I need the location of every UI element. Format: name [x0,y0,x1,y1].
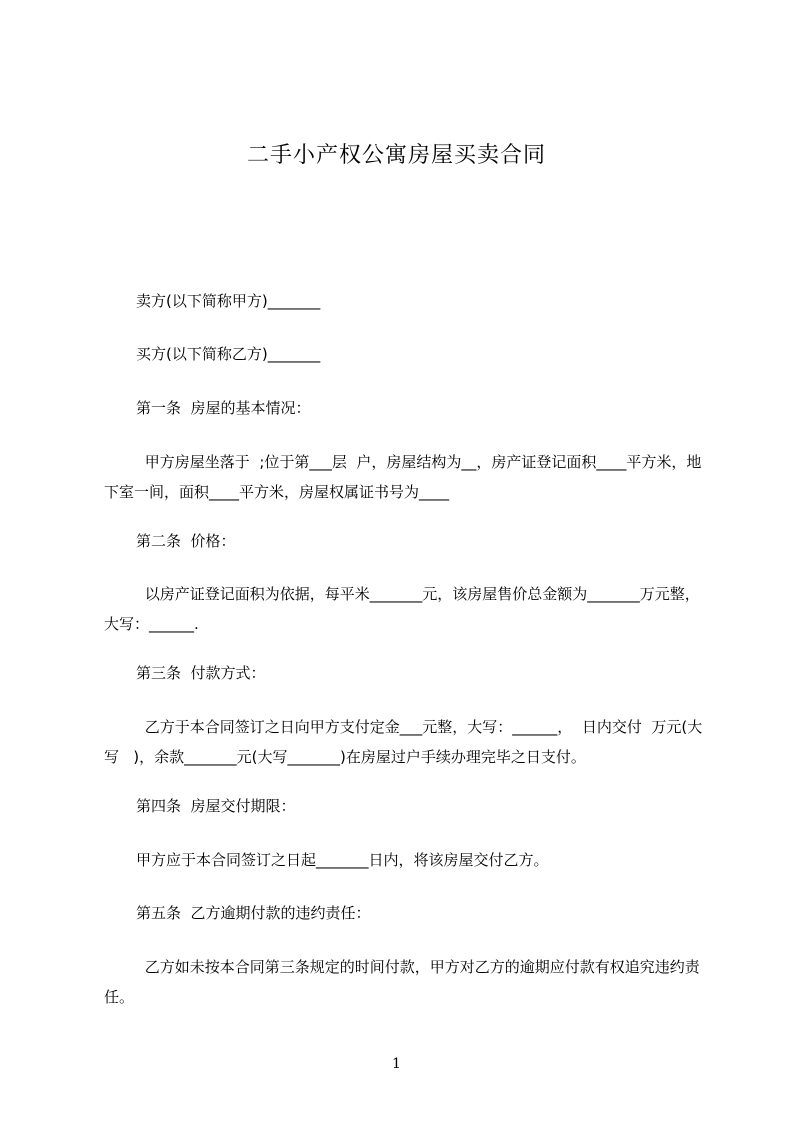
document-title: 二手小产权公寓房屋买卖合同 [246,143,546,168]
article-1-body: 甲方房屋坐落于 ;位于第___层 户，房屋结构为__，房产证登记面积____平方米，地下室一间，面积____平方米，房屋权属证书号为____ [104,453,702,501]
article-2-body: 以房产证登记面积为依据，每平米_______元，该房屋售价总金额为_______万元整，大写：______. [104,585,700,633]
article-4-body: 甲方应于本合同签订之日起_______日内，将该房屋交付乙方。 [136,851,549,869]
seller-line: 卖方(以下简称甲方)_______ [136,292,321,310]
article-3-body: 乙方于本合同签订之日向甲方支付定金___元整，大写：______， 日内交付 万元(大写 )，余款_______元(大写_______)在房屋过户手续办理完毕之日支付。 [104,718,703,766]
article-5-body: 乙方如未按本合同第三条规定的时间付款，甲方对乙方的逾期应付款有权追究违约责任。 [104,958,700,1006]
buyer-line: 买方(以下简称乙方)_______ [136,345,321,363]
article-1-heading: 第一条 房屋的基本情况： [136,399,311,417]
page-number: 1 [392,1056,401,1072]
article-3-heading: 第三条 付款方式： [136,664,266,682]
article-5-heading: 第五条 乙方逾期付款的违约责任： [136,904,371,922]
article-2-heading: 第二条 价格： [136,532,236,550]
article-4-heading: 第四条 房屋交付期限： [136,797,296,815]
